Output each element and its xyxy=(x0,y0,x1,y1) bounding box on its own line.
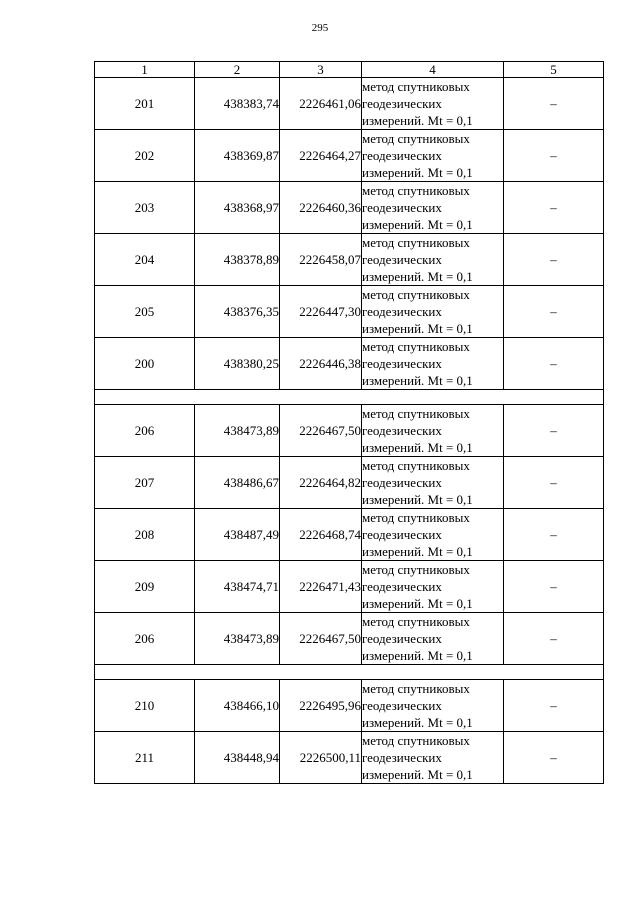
point-number-cell: 206 xyxy=(95,405,195,457)
method-line: измерений. Mt = 0,1 xyxy=(362,321,473,336)
method-line: геодезических xyxy=(362,631,442,646)
x-coordinate-cell: 438473,89 xyxy=(195,613,280,665)
method-line: геодезических xyxy=(362,200,442,215)
col5-cell: – xyxy=(504,182,604,234)
y-coordinate-cell: 2226495,96 xyxy=(280,680,362,732)
method-line: метод спутниковых xyxy=(362,681,470,696)
method-line: измерений. Mt = 0,1 xyxy=(362,165,473,180)
x-coordinate-cell: 438376,35 xyxy=(195,286,280,338)
method-line: метод спутниковых xyxy=(362,406,470,421)
table-row xyxy=(95,613,604,665)
point-number-cell: 206 xyxy=(95,613,195,665)
y-coordinate-cell: 2226446,38 xyxy=(280,338,362,390)
method-cell xyxy=(362,338,504,390)
x-coordinate-cell: 438383,74 xyxy=(195,78,280,130)
col5-cell: – xyxy=(504,613,604,665)
header-col-5: 5 xyxy=(504,62,604,78)
method-line: метод спутниковых xyxy=(362,733,470,748)
method-line: геодезических xyxy=(362,96,442,111)
method-line: метод спутниковых xyxy=(362,510,470,525)
point-number-cell: 205 xyxy=(95,286,195,338)
method-line: геодезических xyxy=(362,356,442,371)
y-coordinate-cell: 2226464,82 xyxy=(280,457,362,509)
y-coordinate-cell: 2226458,07 xyxy=(280,234,362,286)
method-line: измерений. Mt = 0,1 xyxy=(362,715,473,730)
header-row xyxy=(95,62,604,78)
method-cell xyxy=(362,680,504,732)
point-number-cell: 202 xyxy=(95,130,195,182)
method-line: метод спутниковых xyxy=(362,235,470,250)
point-number-cell: 204 xyxy=(95,234,195,286)
method-cell xyxy=(362,130,504,182)
method-cell xyxy=(362,509,504,561)
header-col-3: 3 xyxy=(280,62,362,78)
table-row xyxy=(95,338,604,390)
col5-cell: – xyxy=(504,78,604,130)
table-row xyxy=(95,561,604,613)
y-coordinate-cell: 2226500,11 xyxy=(280,732,362,784)
point-number-cell: 208 xyxy=(95,509,195,561)
method-line: измерений. Mt = 0,1 xyxy=(362,596,473,611)
method-line: метод спутниковых xyxy=(362,131,470,146)
x-coordinate-cell: 438474,71 xyxy=(195,561,280,613)
method-line: геодезических xyxy=(362,698,442,713)
table-row xyxy=(95,509,604,561)
separator-cell xyxy=(95,665,604,680)
y-coordinate-cell: 2226464,27 xyxy=(280,130,362,182)
point-number-cell: 201 xyxy=(95,78,195,130)
col5-cell: – xyxy=(504,561,604,613)
x-coordinate-cell: 438448,94 xyxy=(195,732,280,784)
x-coordinate-cell: 438378,89 xyxy=(195,234,280,286)
col5-cell: – xyxy=(504,680,604,732)
table-row xyxy=(95,182,604,234)
method-line: геодезических xyxy=(362,475,442,490)
table-row xyxy=(95,457,604,509)
method-line: метод спутниковых xyxy=(362,562,470,577)
y-coordinate-cell: 2226461,06 xyxy=(280,78,362,130)
point-number-cell: 207 xyxy=(95,457,195,509)
method-cell xyxy=(362,78,504,130)
method-line: измерений. Mt = 0,1 xyxy=(362,440,473,455)
separator-row xyxy=(95,390,604,405)
y-coordinate-cell: 2226447,30 xyxy=(280,286,362,338)
col5-cell: – xyxy=(504,338,604,390)
method-cell xyxy=(362,234,504,286)
separator-row xyxy=(95,665,604,680)
point-number-cell: 211 xyxy=(95,732,195,784)
method-line: метод спутниковых xyxy=(362,458,470,473)
method-line: геодезических xyxy=(362,148,442,163)
method-line: геодезических xyxy=(362,252,442,267)
col5-cell: – xyxy=(504,509,604,561)
col5-cell: – xyxy=(504,405,604,457)
table-row xyxy=(95,130,604,182)
method-line: измерений. Mt = 0,1 xyxy=(362,217,473,232)
x-coordinate-cell: 438486,67 xyxy=(195,457,280,509)
table-row xyxy=(95,286,604,338)
method-cell xyxy=(362,561,504,613)
page-number: 295 xyxy=(311,22,329,34)
method-line: геодезических xyxy=(362,527,442,542)
table-row xyxy=(95,732,604,784)
x-coordinate-cell: 438473,89 xyxy=(195,405,280,457)
method-line: измерений. Mt = 0,1 xyxy=(362,373,473,388)
y-coordinate-cell: 2226467,50 xyxy=(280,405,362,457)
x-coordinate-cell: 438380,25 xyxy=(195,338,280,390)
method-line: геодезических xyxy=(362,423,442,438)
col5-cell: – xyxy=(504,732,604,784)
method-cell xyxy=(362,182,504,234)
col5-cell: – xyxy=(504,130,604,182)
method-line: метод спутниковых xyxy=(362,339,470,354)
table-row xyxy=(95,78,604,130)
table-row xyxy=(95,405,604,457)
method-line: метод спутниковых xyxy=(362,183,470,198)
method-line: измерений. Mt = 0,1 xyxy=(362,113,473,128)
method-cell xyxy=(362,457,504,509)
table-body xyxy=(95,78,604,784)
x-coordinate-cell: 438466,10 xyxy=(195,680,280,732)
header-col-2: 2 xyxy=(195,62,280,78)
point-number-cell: 203 xyxy=(95,182,195,234)
point-number-cell: 209 xyxy=(95,561,195,613)
y-coordinate-cell: 2226467,50 xyxy=(280,613,362,665)
method-line: метод спутниковых xyxy=(362,614,470,629)
x-coordinate-cell: 438487,49 xyxy=(195,509,280,561)
y-coordinate-cell: 2226471,43 xyxy=(280,561,362,613)
table-row xyxy=(95,234,604,286)
y-coordinate-cell: 2226460,36 xyxy=(280,182,362,234)
method-line: геодезических xyxy=(362,579,442,594)
x-coordinate-cell: 438368,97 xyxy=(195,182,280,234)
point-number-cell: 210 xyxy=(95,680,195,732)
y-coordinate-cell: 2226468,74 xyxy=(280,509,362,561)
header-col-1: 1 xyxy=(95,62,195,78)
separator-cell xyxy=(95,390,604,405)
point-number-cell: 200 xyxy=(95,338,195,390)
col5-cell: – xyxy=(504,457,604,509)
col5-cell: – xyxy=(504,234,604,286)
method-line: измерений. Mt = 0,1 xyxy=(362,767,473,782)
method-line: метод спутниковых xyxy=(362,287,470,302)
method-line: измерений. Mt = 0,1 xyxy=(362,492,473,507)
method-line: измерений. Mt = 0,1 xyxy=(362,269,473,284)
col5-cell: – xyxy=(504,286,604,338)
method-line: геодезических xyxy=(362,304,442,319)
method-line: измерений. Mt = 0,1 xyxy=(362,648,473,663)
header-col-4: 4 xyxy=(362,62,504,78)
method-cell xyxy=(362,613,504,665)
method-cell xyxy=(362,732,504,784)
method-cell xyxy=(362,405,504,457)
x-coordinate-cell: 438369,87 xyxy=(195,130,280,182)
method-line: измерений. Mt = 0,1 xyxy=(362,544,473,559)
method-line: геодезических xyxy=(362,750,442,765)
method-line: метод спутниковых xyxy=(362,79,470,94)
table-row xyxy=(95,680,604,732)
coordinates-table xyxy=(94,61,604,784)
method-cell xyxy=(362,286,504,338)
